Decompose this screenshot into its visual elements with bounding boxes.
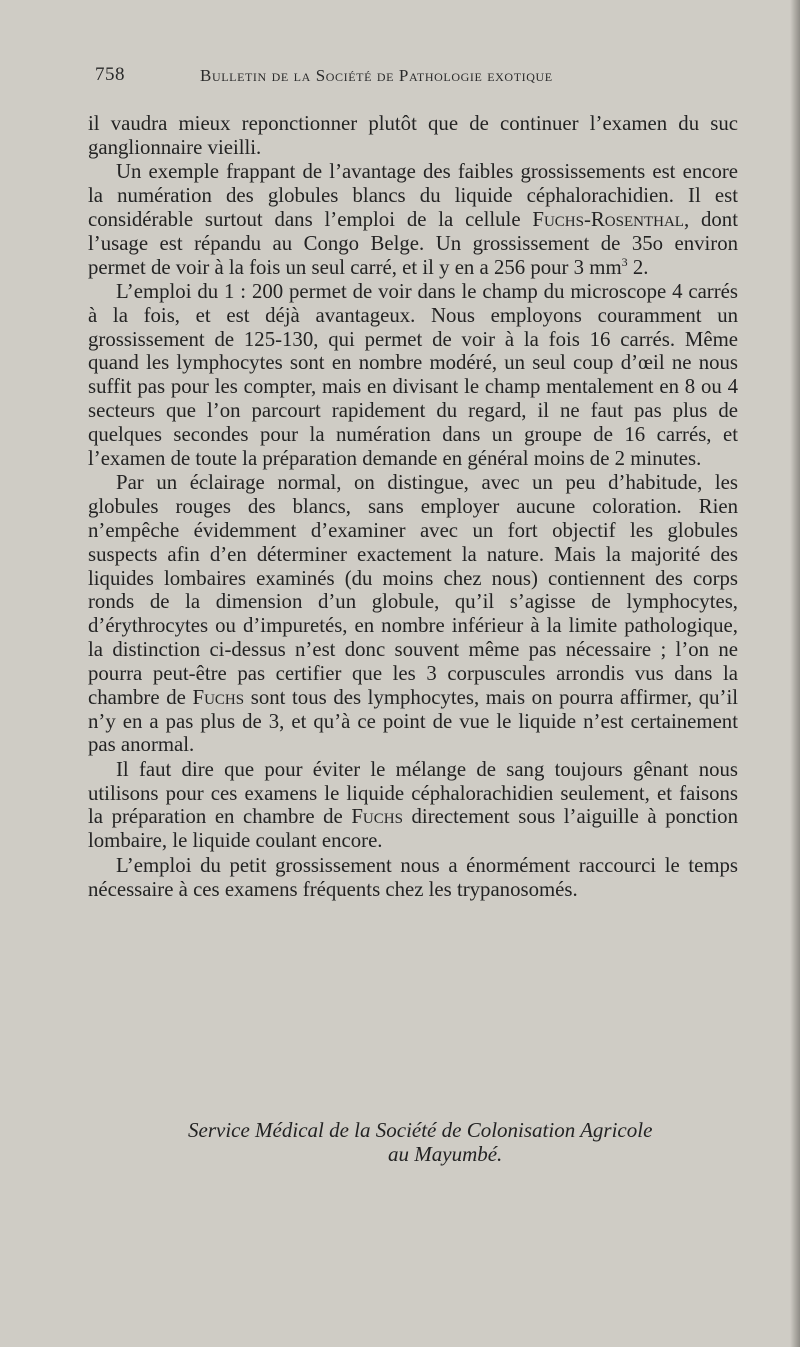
paragraph-2: Un exemple frappant de l’avantage des faibles grossissements est encore la numération des globules blancs du liquide céphalorachidien. Il est considérable surtout dans l’emploi de la cellule Fuchs-Rosenthal, dont l’usage est répandu au Congo Belge. Un grossissement de 35o environ permet de voir à la fois un seul carré, et il y en a 256 pour 3 $mm^3$ 2. (88, 160, 738, 279)
paragraph-5: Il faut dire que pour éviter le mélange de sang toujours gênant nous utilisons pour ces examens le liquide céphalorachidien seulement, et faisons la préparation en chambre de Fuchs directement sous l’aiguille à ponction lombaire, le liquide coulant encore. (88, 757, 738, 853)
page-number: 758 (95, 64, 125, 85)
paragraph-6: L’emploi du petit grossissement nous a énormément raccourci le temps nécessaire à ces examens fréquents chez les trypanosomés. (88, 853, 738, 901)
paragraph-4: Par un éclairage normal, on distingue, avec un peu d’habitude, les globules rouges des blancs, sans employer aucune coloration. Rien n’empêche évidemment d’examiner avec un fort objectif les globules suspects afin d’en déterminer exactement la nature. Mais la majorité des liquides lombaires examinés (du moins chez nous) contiennent des corps ronds de la dimension d’un globule, qu’il s’agisse de lymphocytes, d’érythrocytes ou d’impuretés, en nombre inférieur à la limite pathologique, la distinction ci-dessus n’est donc souvent même pas nécessaire ; l’on ne pourra peut-être pas certifier que les 3 corpuscules arrondis vus dans la chambre de Fuchs sont tous des lymphocytes, mais on pourra affirmer, qu’il n’y en a pas plus de 3, et qu’à ce point de vue le liquide n’est certainement pas anormal. (88, 471, 739, 757)
author-name-fuchs: Fuchs (192, 685, 245, 709)
superscript: 3 (621, 254, 628, 269)
author-name-fuchs: Fuchs (351, 805, 403, 829)
article-body (88, 112, 738, 902)
page-edge-shadow (790, 0, 800, 1347)
running-title: Bulletin de la Société de Pathologie exotique (200, 66, 553, 85)
paragraph-1: il vaudra mieux reponctionner plutôt que de continuer l’examen du suc ganglionnaire vieilli. (88, 112, 738, 159)
signature-line-1: Service Médical de la Société de Colonisation Agricole (188, 1118, 653, 1142)
page-header (95, 64, 735, 88)
signature-block (180, 1118, 740, 1166)
paragraph-3: L’emploi du 1 : 200 permet de voir dans le champ du microscope 4 carrés à la fois, et est déjà avantageux. Nous employons couramment un grossissement de 125-130, qui permet de voir à la fois 16 carrés. Même quand les lymphocytes sont en nombre modéré, un seul coup d’œil ne nous suffit pas pour les compter, mais en divisant le champ mentalement en 8 ou 4 secteurs que l’on parcourt rapidement du regard, il ne faut pas plus de quelques secondes pour la numération dans un groupe de 16 carrés, et l’examen de toute la préparation demande en général moins de 2 minutes. (88, 279, 738, 470)
signature-line-2: au Mayumbé. (388, 1142, 503, 1166)
author-name-fuchs-rosenthal: Fuchs-Rosenthal, (532, 207, 690, 231)
